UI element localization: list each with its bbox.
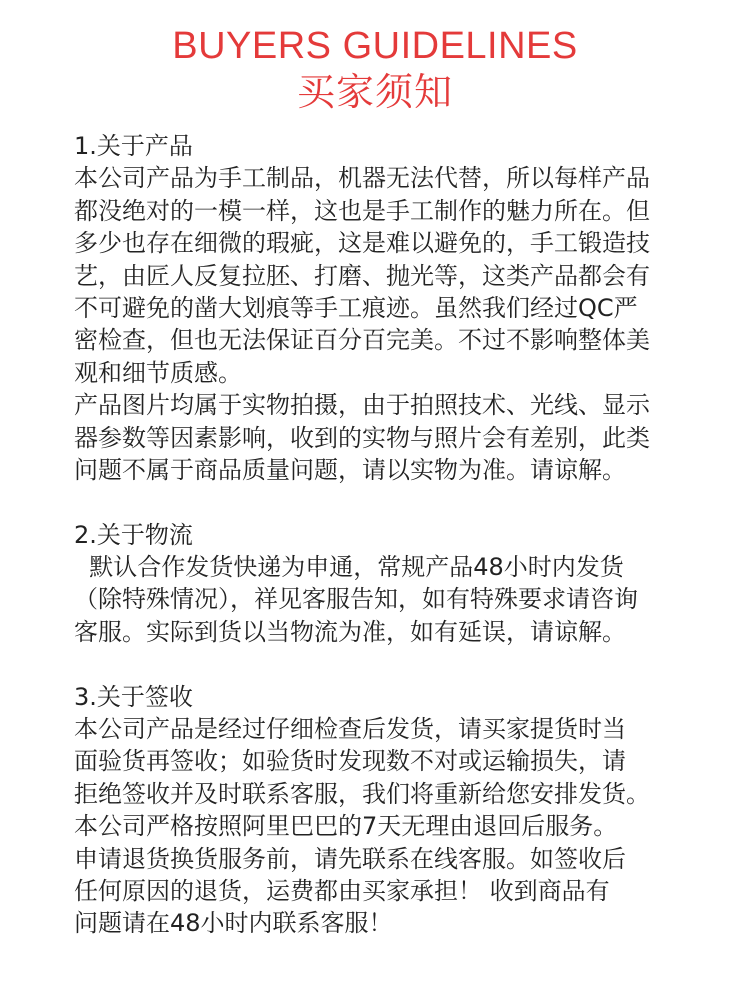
paragraph-line: （除特殊情况），祥见客服告知，如有特殊要求请咨询 [74,585,638,614]
paragraph-line: 申请退货换货服务前，请先联系在线客服。如签收后 [74,844,626,873]
section-heading: 3.关于签收 [74,682,193,711]
section-spacer [74,486,714,518]
section-heading: 1.关于产品 [74,132,193,160]
paragraph-line: 本公司产品是经过仔细检查后发货，请买家提货时当 [74,715,626,744]
paragraph-line: 默认合作发货快递为申通，常规产品48小时内发货 [74,553,624,582]
section-spacer [74,648,714,680]
section-heading: 2.关于物流 [74,520,193,549]
section-logistics [74,519,714,649]
paragraph-line: 客服。实际到货以当物流为准，如有延误，请谅解。 [74,617,626,646]
paragraph-line: 拒绝签收并及时联系客服，我们将重新给您安排发货。 [74,779,650,808]
section-signing [74,681,714,940]
paragraph-line: 观和细节质感。 [74,358,242,387]
title-zh: 买家须知 [296,70,453,114]
paragraph-line: 器参数等因素影响，收到的实物与照片会有差别，此类 [74,423,650,452]
paragraph-line: 问题请在48小时内联系客服！ [74,909,393,938]
paragraph-line: 问题不属于商品质量问题，请以实物为准。请谅解。 [74,455,626,484]
paragraph-line: 产品图片均属于实物拍摄，由于拍照技术、光线、显示 [74,391,650,420]
paragraph-line: 艺，由匠人反复拉胚、打磨、抛光等，这类产品都会有 [74,261,650,290]
paragraph-line: 多少也存在细微的瑕疵，这是难以避免的，手工锻造技 [74,229,650,258]
paragraph-line: 不可避免的凿大划痕等手工痕迹。虽然我们经过QC严 [74,293,638,322]
paragraph-line: 面验货再签收；如验货时发现数不对或运输损失，请 [74,747,626,776]
guidelines-content [74,130,714,940]
paragraph-line: 都没绝对的一模一样，这也是手工制作的魅力所在。但 [74,196,650,225]
paragraph-line: 任何原因的退货，运费都由买家承担！ 收到商品有 [74,876,610,905]
paragraph-line: 密检查，但也无法保证百分百完美。不过不影响整体美 [74,326,650,355]
title-en: BUYERS GUIDELINES [172,25,578,67]
section-product [74,130,714,486]
paragraph-line: 本公司严格按照阿里巴巴的7天无理由退回后服务。 [74,812,618,841]
paragraph-line: 本公司产品为手工制品，机器无法代替，所以每样产品 [74,164,650,193]
